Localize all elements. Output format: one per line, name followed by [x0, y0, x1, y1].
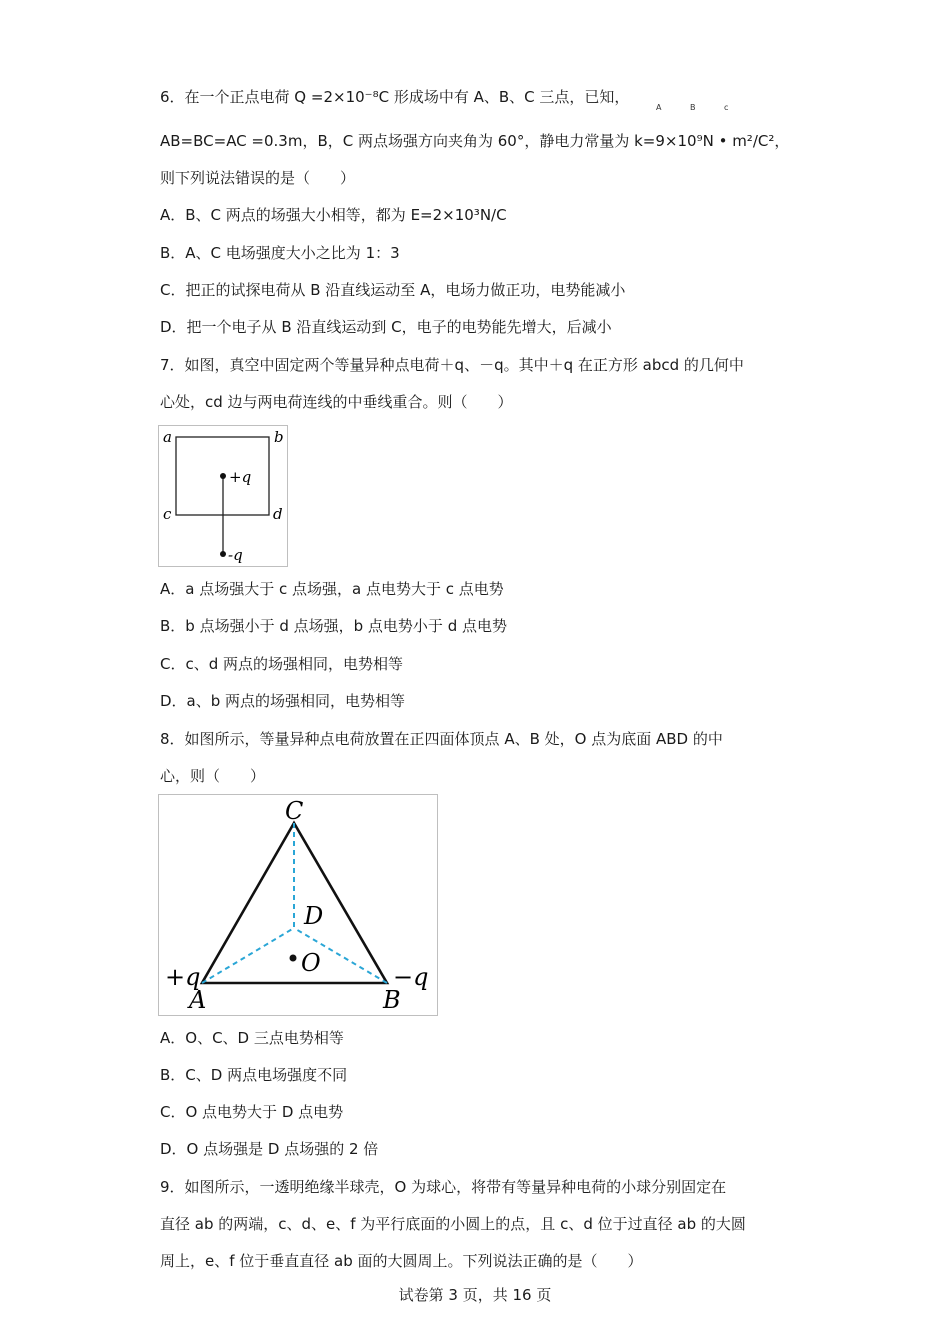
label-d: D: [304, 902, 324, 930]
label-plus-q: +q: [165, 963, 201, 991]
q6-mini-label-b: B: [690, 103, 696, 112]
negative-charge-dot: [220, 551, 226, 557]
edge-ad-dashed: [202, 928, 294, 983]
q7-figure-svg: [159, 426, 287, 566]
q8-stem-line2: 心，则（ ）: [160, 767, 266, 785]
q7-stem-line1: 7．如图，真空中固定两个等量异种点电荷＋q、－q。其中＋q 在正方形 abcd 的几何中: [160, 356, 744, 374]
positive-charge-dot: [220, 473, 226, 479]
label-b: b: [274, 428, 284, 446]
label-c: c: [163, 505, 172, 523]
q6-option-c: C．把正的试探电荷从 B 沿直线运动至 A，电场力做正功，电势能减小: [160, 281, 626, 299]
q6-stem-line2: AB=BC=AC =0.3m，B，C 两点场强方向夹角为 60°，静电力常量为 k=9×10⁹N • m²/C²，: [160, 132, 790, 150]
center-o-dot: [290, 955, 297, 962]
q9-stem-line2: 直径 ab 的两端，c、d、e、f 为平行底面的小圆上的点，且 c、d 位于过直径 ab 的大圆: [160, 1215, 746, 1233]
q8-option-a: A．O、C、D 三点电势相等: [160, 1029, 344, 1047]
q8-option-b: B．C、D 两点电场强度不同: [160, 1066, 348, 1084]
label-a: a: [163, 428, 172, 446]
q8-stem-line1: 8．如图所示，等量异种点电荷放置在正四面体顶点 A、B 处，O 点为底面 ABD 的中: [160, 730, 723, 748]
q7-option-d: D．a、b 两点的场强相同，电势相等: [160, 692, 406, 710]
q8-option-d: D．O 点场强是 D 点场强的 2 倍: [160, 1140, 379, 1158]
q6-option-d: D．把一个电子从 B 沿直线运动到 C，电子的电势能先增大，后减小: [160, 318, 612, 336]
q6-stem-line1: 6．在一个正点电荷 Q =2×10⁻⁸C 形成场中有 A、B、C 三点，已知，: [160, 88, 630, 106]
q6-option-a: A．B、C 两点的场强大小相等，都为 E=2×10³N/C: [160, 206, 507, 224]
q8-figure: [158, 794, 438, 1016]
q9-stem-line3: 周上，e、f 位于垂直直径 ab 面的大圆周上。下列说法正确的是（ ）: [160, 1252, 643, 1270]
label-d: d: [273, 505, 283, 523]
q7-figure: [158, 425, 288, 567]
q6-stem-line3: 则下列说法错误的是（ ）: [160, 169, 356, 187]
label-minus-q: -q: [228, 546, 243, 564]
page-footer: 试卷第 3 页，共 16 页: [398, 1286, 552, 1304]
q6-option-b: B．A、C 电场强度大小之比为 1：3: [160, 244, 400, 262]
label-minus-q: −q: [393, 963, 429, 991]
label-o: O: [301, 949, 321, 977]
q8-figure-svg: [159, 795, 437, 1015]
label-c: C: [285, 797, 304, 825]
q7-stem-line2: 心处，cd 边与两电荷连线的中垂线重合。则（ ）: [160, 393, 513, 411]
q7-option-c: C．c、d 两点的场强相同，电势相等: [160, 655, 404, 673]
q7-option-b: B．b 点场强小于 d 点场强，b 点电势小于 d 点电势: [160, 617, 507, 635]
label-plus-q: +q: [229, 468, 252, 486]
q6-mini-label-a: A: [656, 103, 662, 112]
q8-option-c: C．O 点电势大于 D 点电势: [160, 1103, 344, 1121]
q6-mini-label-c: c: [724, 103, 729, 112]
q9-stem-line1: 9．如图所示，一透明绝缘半球壳，O 为球心，将带有等量异种电荷的小球分别固定在: [160, 1178, 727, 1196]
label-a: A: [189, 986, 207, 1014]
label-b: B: [383, 986, 401, 1014]
q7-option-a: A．a 点场强大于 c 点场强，a 点电势大于 c 点电势: [160, 580, 504, 598]
